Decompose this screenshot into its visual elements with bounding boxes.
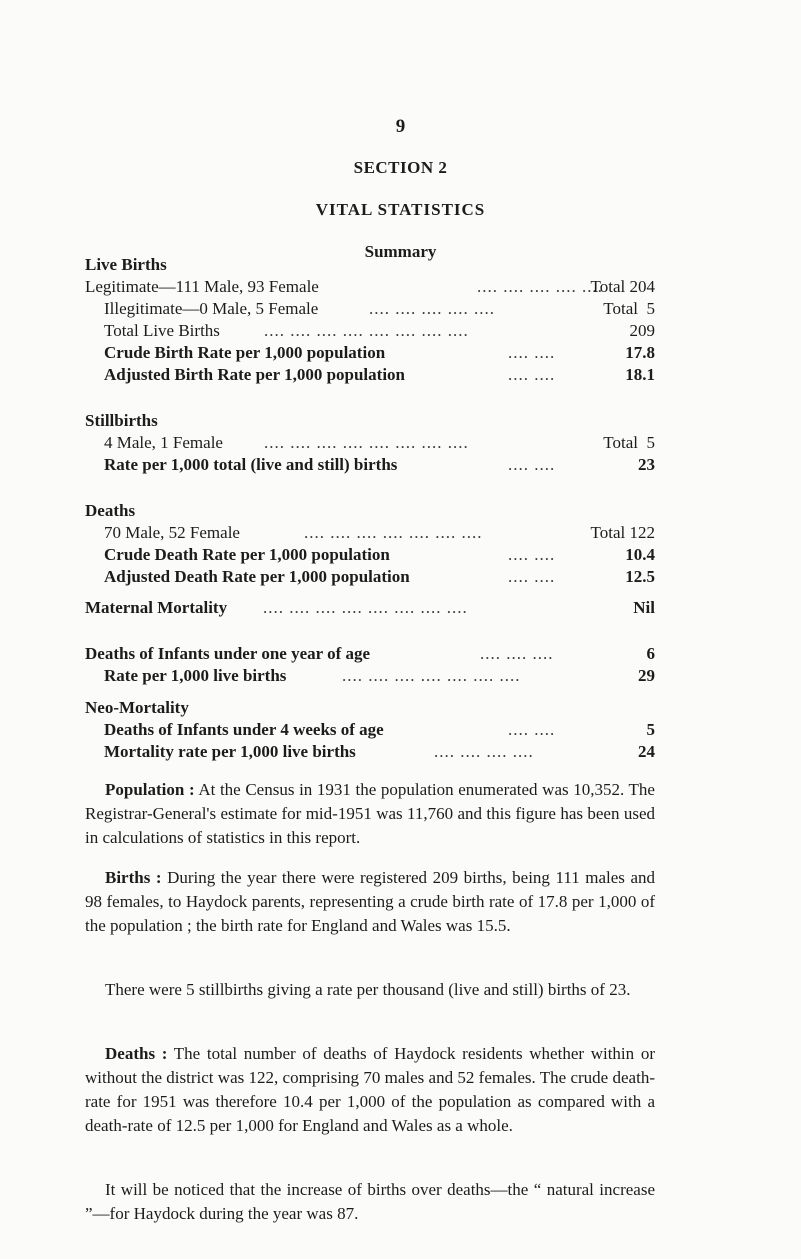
- neo-mortality-heading: Neo-Mortality: [85, 698, 189, 717]
- live-births-heading: Live Births: [85, 255, 167, 274]
- leader-dots: .... ....: [508, 567, 556, 586]
- natural-increase-paragraph: [85, 1178, 655, 1226]
- paragraph-text: At the Census in 1931 the population enumerated was 10,352. The Registrar-General's estimate for mid-1951 was 11,760 and this figure has been used in calculations of statistics in this report.: [85, 780, 655, 847]
- row-value: 17.8: [625, 343, 655, 362]
- summary-title: Summary: [364, 242, 437, 261]
- row-value: 18.1: [625, 365, 655, 384]
- leader-dots: .... ....: [508, 455, 556, 474]
- live-births-illegitimate-row: [104, 298, 655, 320]
- leader-dots: .... .... .... ....: [434, 742, 534, 761]
- paragraph-text: There were 5 stillbirths giving a rate per thousand (live and still) births of 23.: [105, 980, 631, 999]
- paragraph-lead: Deaths :: [105, 1044, 168, 1063]
- stillbirths-count-row: [104, 432, 655, 454]
- row-label: Mortality rate per 1,000 live births: [104, 742, 356, 761]
- row-value: Total 122: [590, 523, 655, 542]
- leader-dots: .... ....: [508, 545, 556, 564]
- deaths-heading: Deaths: [85, 501, 136, 520]
- row-label: Illegitimate—0 Male, 5 Female: [104, 299, 319, 318]
- leader-dots: .... .... .... .... ....: [369, 299, 495, 318]
- leader-dots: .... ....: [508, 365, 556, 384]
- deaths-paragraph: [85, 1042, 655, 1138]
- neo-deaths-row: [104, 719, 655, 741]
- row-value: 24: [638, 742, 655, 761]
- row-label: Crude Birth Rate per 1,000 population: [104, 343, 386, 362]
- population-paragraph: [85, 778, 655, 850]
- row-value: Total 5: [603, 299, 655, 318]
- paragraph-lead: Births :: [105, 868, 162, 887]
- maternal-mortality-row: [85, 597, 655, 619]
- leader-dots: .... ....: [508, 720, 556, 739]
- paragraph-text: During the year there were registered 209 births, being 111 males and 98 females, to Haydock parents, representing a crude birth rate of 17.8 per 1,000 of the population ; the birth rate for England and Wales was 15.5.: [85, 868, 655, 935]
- leader-dots: .... .... .... .... .... .... ....: [342, 666, 521, 685]
- row-value: 10.4: [625, 545, 655, 564]
- paragraph-lead: Population :: [105, 780, 195, 799]
- infant-deaths-row: [85, 643, 655, 665]
- row-label: Adjusted Death Rate per 1,000 population: [104, 567, 410, 586]
- births-paragraph: [85, 866, 655, 938]
- stillbirths-paragraph: [85, 978, 655, 1002]
- leader-dots: .... .... .... .... .... .... .... ....: [263, 598, 468, 617]
- row-value: 23: [638, 455, 655, 474]
- stillbirth-rate-row: [104, 454, 655, 476]
- row-value: 5: [646, 720, 655, 739]
- paragraph-text: The total number of deaths of Haydock residents whether within or without the district was 122, comprising 70 males and 52 females. The crude death-rate for 1951 was therefore 10.4 per 1,000 of the population as compared with a death-rate of 12.5 per 1,000 for England and Wales as a whole.: [85, 1044, 655, 1135]
- row-label: 4 Male, 1 Female: [104, 433, 223, 452]
- crude-death-rate-row: [104, 544, 655, 566]
- leader-dots: .... .... .... .... .... .... .... ....: [264, 321, 469, 340]
- row-value: 6: [646, 644, 655, 663]
- row-label: Rate per 1,000 live births: [104, 666, 287, 685]
- leader-dots: .... .... .... .... .... .... .... ....: [264, 433, 469, 452]
- row-label: Deaths of Infants under 4 weeks of age: [104, 720, 384, 739]
- page-number: 9: [395, 116, 406, 137]
- row-label: Maternal Mortality: [85, 598, 228, 617]
- section-title: SECTION 2: [353, 158, 448, 177]
- row-label: Total Live Births: [104, 321, 220, 340]
- row-value: 209: [629, 321, 655, 340]
- leader-dots: .... ....: [508, 343, 556, 362]
- adjusted-birth-rate-row: [104, 364, 655, 386]
- row-label: Rate per 1,000 total (live and still) births: [104, 455, 398, 474]
- row-label: Adjusted Birth Rate per 1,000 population: [104, 365, 405, 384]
- stillbirths-heading: Stillbirths: [85, 411, 158, 430]
- live-births-legitimate-row: [85, 276, 655, 298]
- row-value: 29: [638, 666, 655, 685]
- crude-birth-rate-row: [104, 342, 655, 364]
- leader-dots: .... .... ....: [480, 644, 554, 663]
- row-value: 12.5: [625, 567, 655, 586]
- row-label: Legitimate—111 Male, 93 Female: [85, 277, 319, 296]
- row-label: Deaths of Infants under one year of age: [85, 644, 371, 663]
- adjusted-death-rate-row: [104, 566, 655, 588]
- page-heading: VITAL STATISTICS: [315, 200, 486, 219]
- leader-dots: .... .... .... .... ....: [477, 277, 603, 296]
- row-value: Total 204: [590, 277, 655, 296]
- row-label: 70 Male, 52 Female: [104, 523, 240, 542]
- row-label: Crude Death Rate per 1,000 population: [104, 545, 390, 564]
- leader-dots: .... .... .... .... .... .... ....: [304, 523, 483, 542]
- infant-rate-row: [104, 665, 655, 687]
- row-value: Total 5: [603, 433, 655, 452]
- deaths-count-row: [104, 522, 655, 544]
- paragraph-text: It will be noticed that the increase of births over deaths—the “ natural increase ”—for Haydock during the year was 87.: [85, 1180, 655, 1223]
- neo-rate-row: [104, 741, 655, 763]
- row-value: Nil: [633, 598, 655, 617]
- live-births-total-row: [104, 320, 655, 342]
